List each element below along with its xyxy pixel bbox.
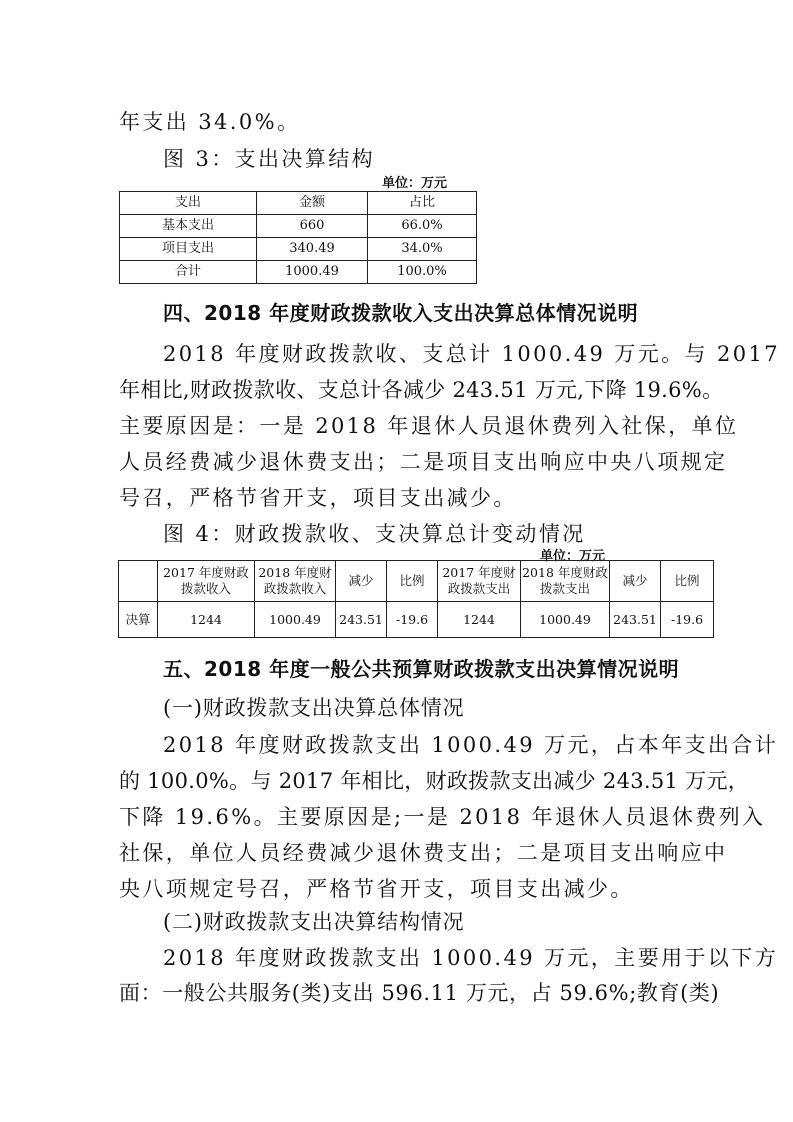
paragraph-line: 主要原因是：一是 2018 年退休人员退休费列入社保，单位 — [119, 414, 739, 438]
table-header-cell: 2018 年度财政拨款收入 — [255, 561, 336, 602]
paragraph-line: 央八项规定号召，严格节省开支，项目支出减少。 — [119, 877, 634, 901]
table-cell: 243.51 — [610, 602, 661, 638]
text-line: 年支出 34.0%。 — [119, 110, 301, 134]
expenditure-structure-table — [119, 191, 477, 284]
paragraph-line: 下降 19.6%。主要原因是;一是 2018 年退休人员退休费列入 — [119, 805, 766, 829]
table-cell: 66.0% — [368, 215, 477, 238]
paragraph-line: 的 100.0%。与 2017 年相比，财政拨款支出减少 243.51 万元， — [119, 769, 750, 793]
table-header-cell: 2018 年度财政拨款支出 — [521, 561, 610, 602]
table-cell: 243.51 — [336, 602, 387, 638]
paragraph-line: 2018 年度财政拨款支出 1000.49 万元，主要用于以下方 — [163, 946, 779, 970]
table-row — [120, 238, 477, 261]
table-cell: -19.6 — [661, 602, 714, 638]
table-cell: 1000.49 — [255, 602, 336, 638]
table-header-cell: 比例 — [661, 561, 714, 602]
table-cell: 1244 — [438, 602, 521, 638]
table-cell: 340.49 — [257, 238, 368, 261]
table-header-row — [119, 561, 714, 602]
subsection-2-heading: (二)财政拨款支出决算结构情况 — [163, 910, 465, 934]
table-row — [119, 602, 714, 638]
subsection-1-heading: (一)财政拨款支出决算总体情况 — [163, 696, 465, 720]
table-cell: 合计 — [120, 261, 257, 284]
paragraph-line: 面：一般公共服务(类)支出 596.11 万元，占 59.6%;教育(类) — [119, 981, 720, 1005]
table-cell: 1000.49 — [257, 261, 368, 284]
figure-4-unit: 单位：万元 — [540, 549, 606, 564]
table-cell: 1244 — [158, 602, 255, 638]
paragraph-line: 年相比,财政拨款收、支总计各减少 243.51 万元,下降 19.6%。 — [119, 378, 724, 402]
table-cell: 1000.49 — [521, 602, 610, 638]
figure-3-unit: 单位：万元 — [382, 176, 448, 191]
paragraph-line: 2018 年度财政拨款支出 1000.49 万元，占本年支出合计 — [163, 733, 779, 757]
paragraph-line: 2018 年度财政拨款收、支总计 1000.49 万元。与 2017 — [163, 342, 781, 366]
figure-4-caption: 图 4：财政拨款收、支决算总计变动情况 — [163, 522, 586, 546]
section-4-heading: 四、2018 年度财政拨款收入支出决算总体情况说明 — [163, 301, 639, 325]
appropriation-change-table — [118, 560, 714, 638]
section-5-heading: 五、2018 年度一般公共预算财政拨款支出决算情况说明 — [163, 657, 680, 681]
table-header-cell: 比例 — [387, 561, 438, 602]
table-header-cell: 占比 — [368, 192, 477, 215]
table-cell: 660 — [257, 215, 368, 238]
figure-3-caption: 图 3：支出决算结构 — [163, 147, 376, 171]
table-header-cell: 支出 — [120, 192, 257, 215]
paragraph-line: 号召，严格节省开支，项目支出减少。 — [119, 486, 517, 510]
table-cell: 决算 — [119, 602, 158, 638]
table-header-cell: 金额 — [257, 192, 368, 215]
table-row — [120, 261, 477, 284]
table-header-cell: 2017 年度财政拨款支出 — [438, 561, 521, 602]
table-header-row — [120, 192, 477, 215]
table-header-cell — [119, 561, 158, 602]
table-header-cell: 减少 — [336, 561, 387, 602]
table-cell: 基本支出 — [120, 215, 257, 238]
table-cell: -19.6 — [387, 602, 438, 638]
table-cell: 项目支出 — [120, 238, 257, 261]
table-header-cell: 2017 年度财政拨款收入 — [158, 561, 255, 602]
table-row — [120, 215, 477, 238]
table-cell: 34.0% — [368, 238, 477, 261]
table-cell: 100.0% — [368, 261, 477, 284]
paragraph-line: 人员经费减少退休费支出；二是项目支出响应中央八项规定 — [119, 450, 728, 474]
table-header-cell: 减少 — [610, 561, 661, 602]
paragraph-line: 社保，单位人员经费减少退休费支出；二是项目支出响应中 — [119, 841, 728, 865]
